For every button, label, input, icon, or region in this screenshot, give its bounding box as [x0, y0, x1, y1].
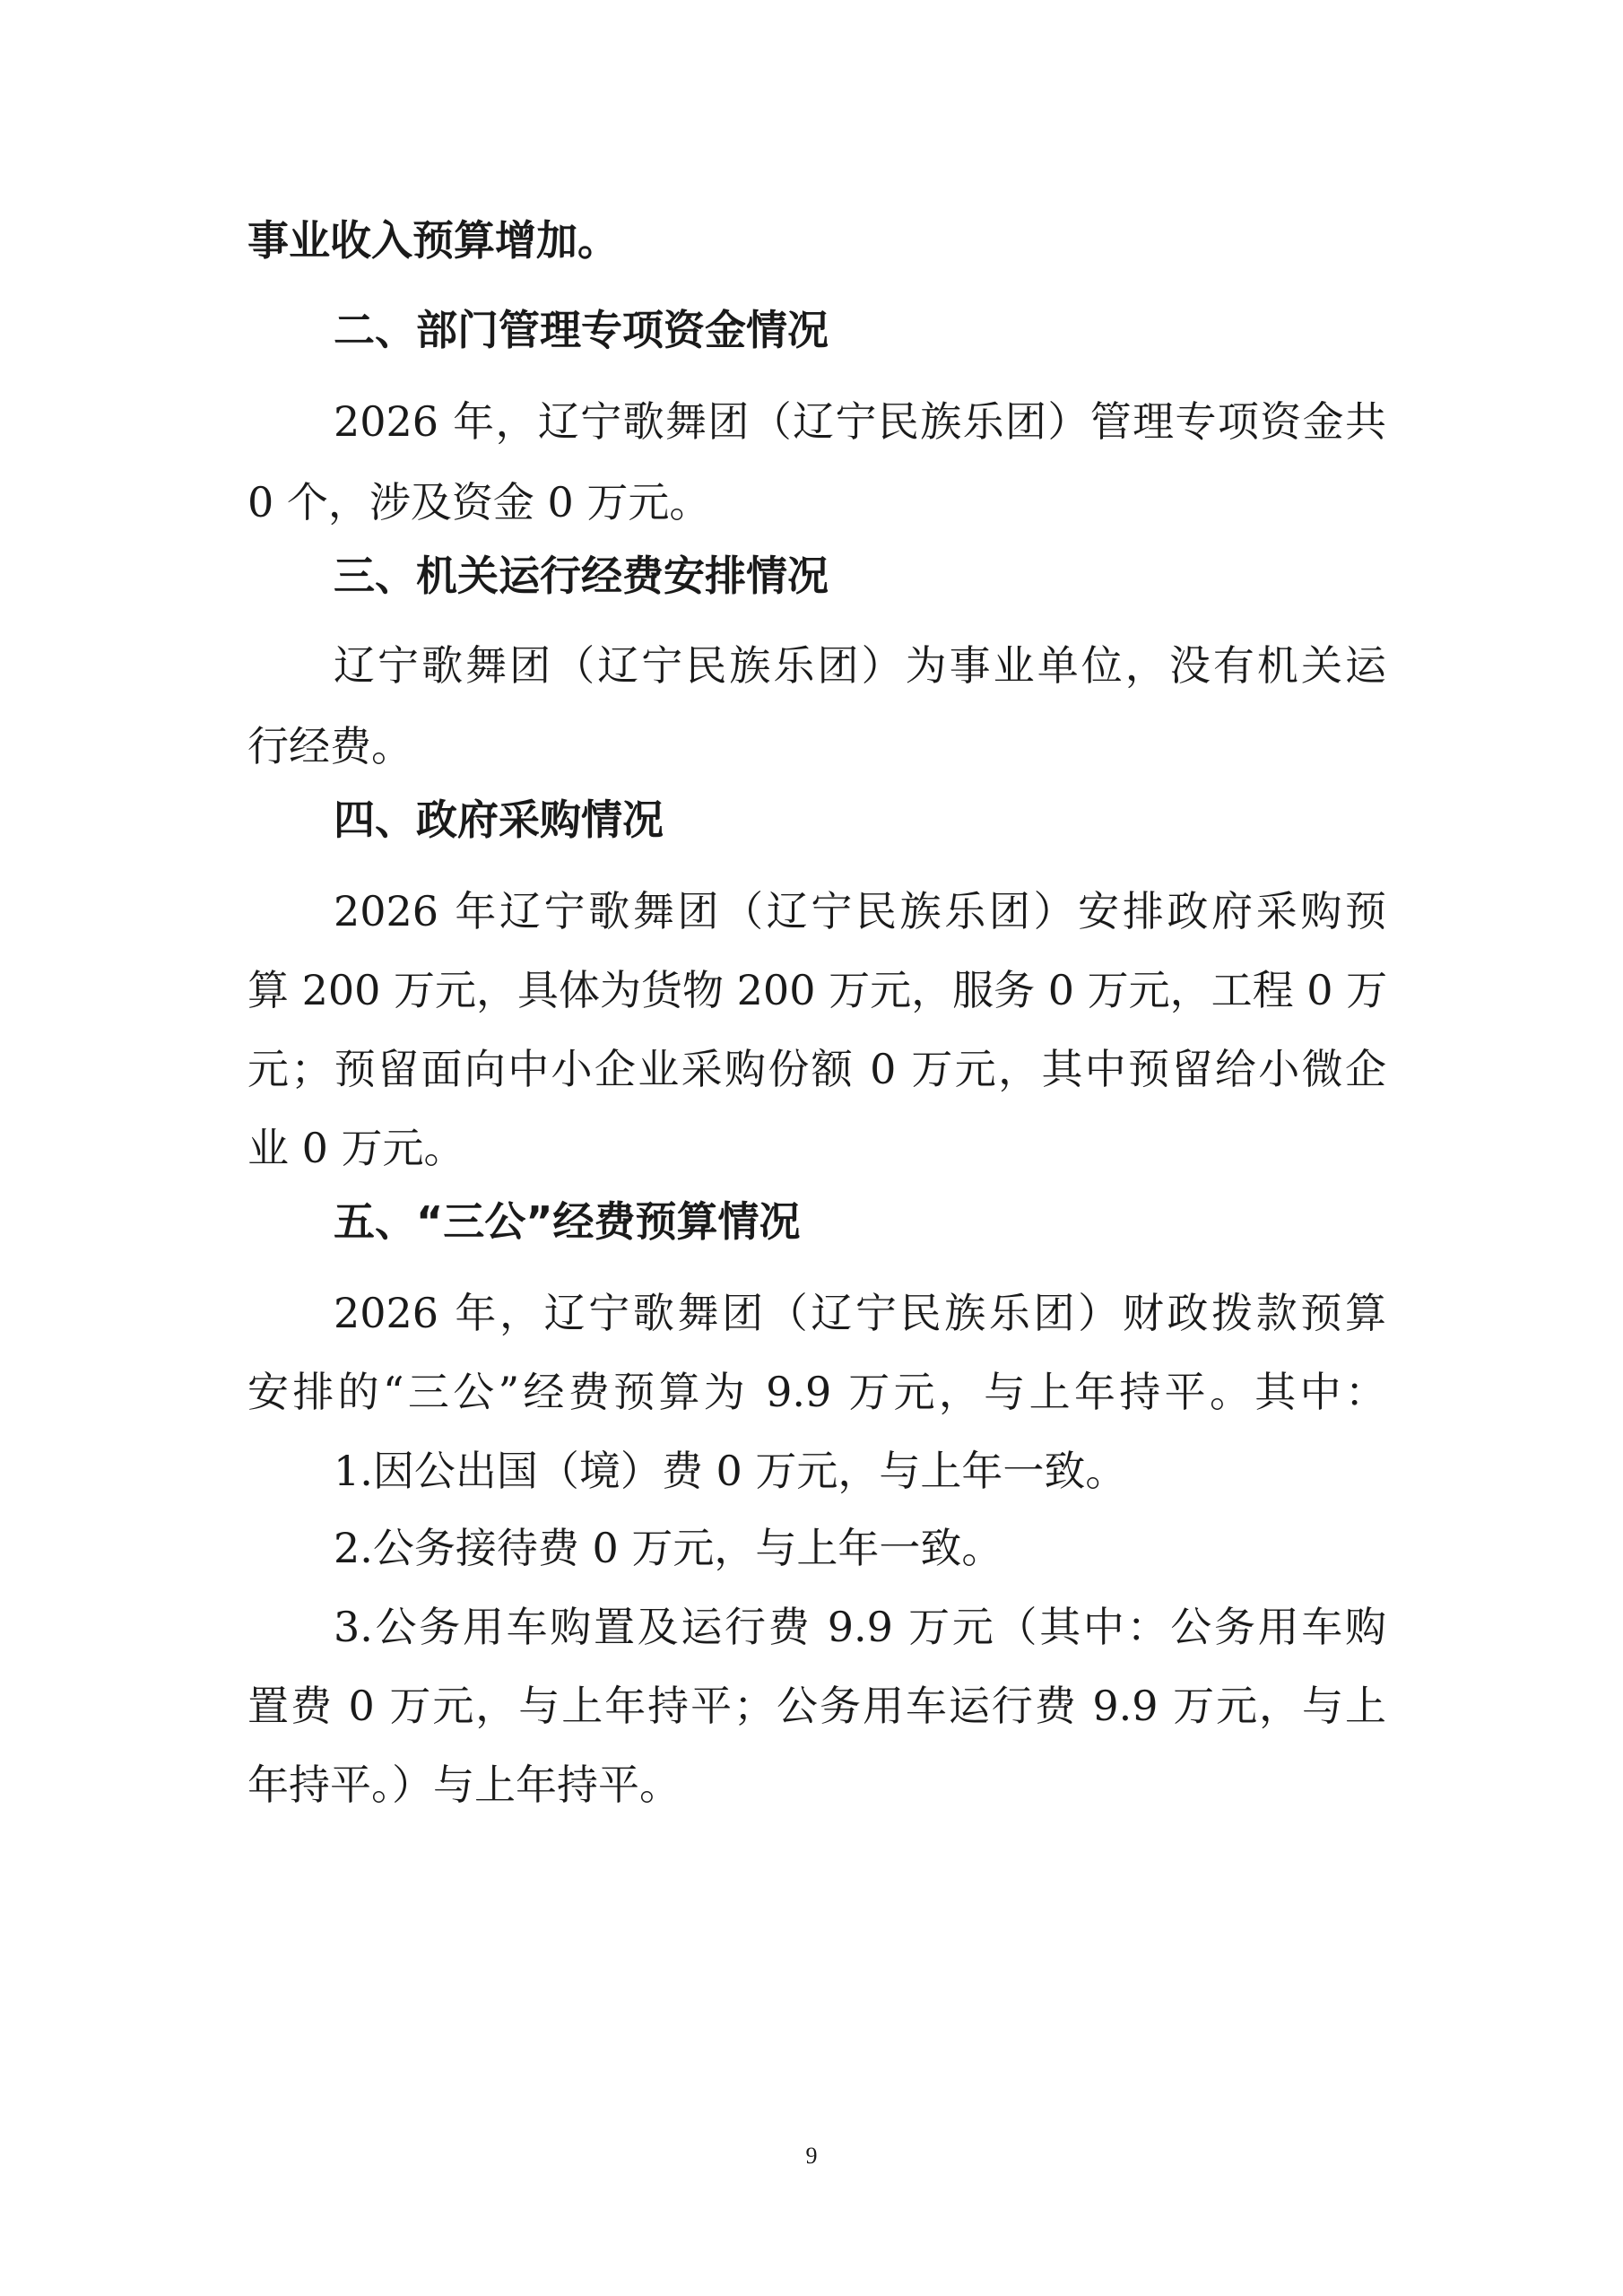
paragraph-line: 0 个，涉及资金 0 万元。 [247, 478, 711, 526]
paragraph-line: 2026 年，辽宁歌舞团（辽宁民族乐团）财政拨款预算 [334, 1289, 1386, 1337]
paragraph-line: 安排的“三公”经费预算为 9.9 万元，与上年持平。其中： [247, 1368, 1386, 1416]
paragraph-line: 2026 年，辽宁歌舞团（辽宁民族乐团）管理专项资金共 [334, 397, 1386, 446]
paragraph-continuation-line: 事业收入预算增加。 [247, 216, 619, 265]
page-number: 9 [805, 2143, 818, 2169]
paragraph-line: 2026 年辽宁歌舞团（辽宁民族乐团）安排政府采购预 [334, 887, 1386, 935]
paragraph-line: 置费 0 万元，与上年持平；公务用车运行费 9.9 万元，与上 [247, 1682, 1386, 1730]
section-heading-government-procurement: 四、政府采购情况 [334, 796, 664, 844]
section-heading-three-public-expenses: 五、“三公”经费预算情况 [334, 1197, 801, 1246]
list-item: 1.因公出国（境）费 0 万元，与上年一致。 [334, 1447, 1127, 1495]
list-item: 2.公务接待费 0 万元，与上年一致。 [334, 1524, 1003, 1572]
paragraph-line: 年持平。）与上年持平。 [247, 1761, 681, 1809]
paragraph-line: 元；预留面向中小企业采购份额 0 万元，其中预留给小微企 [247, 1045, 1386, 1093]
paragraph-line: 行经费。 [247, 722, 412, 770]
section-heading-operating-expenses: 三、机关运行经费安排情况 [334, 552, 829, 600]
section-heading-special-funds: 二、部门管理专项资金情况 [334, 306, 829, 354]
paragraph-line: 辽宁歌舞团（辽宁民族乐团）为事业单位，没有机关运 [334, 641, 1386, 690]
paragraph-line: 业 0 万元。 [247, 1124, 465, 1172]
list-item: 3.公务用车购置及运行费 9.9 万元（其中：公务用车购 [334, 1603, 1386, 1651]
paragraph-line: 算 200 万元，具体为货物 200 万元，服务 0 万元，工程 0 万 [247, 966, 1388, 1014]
